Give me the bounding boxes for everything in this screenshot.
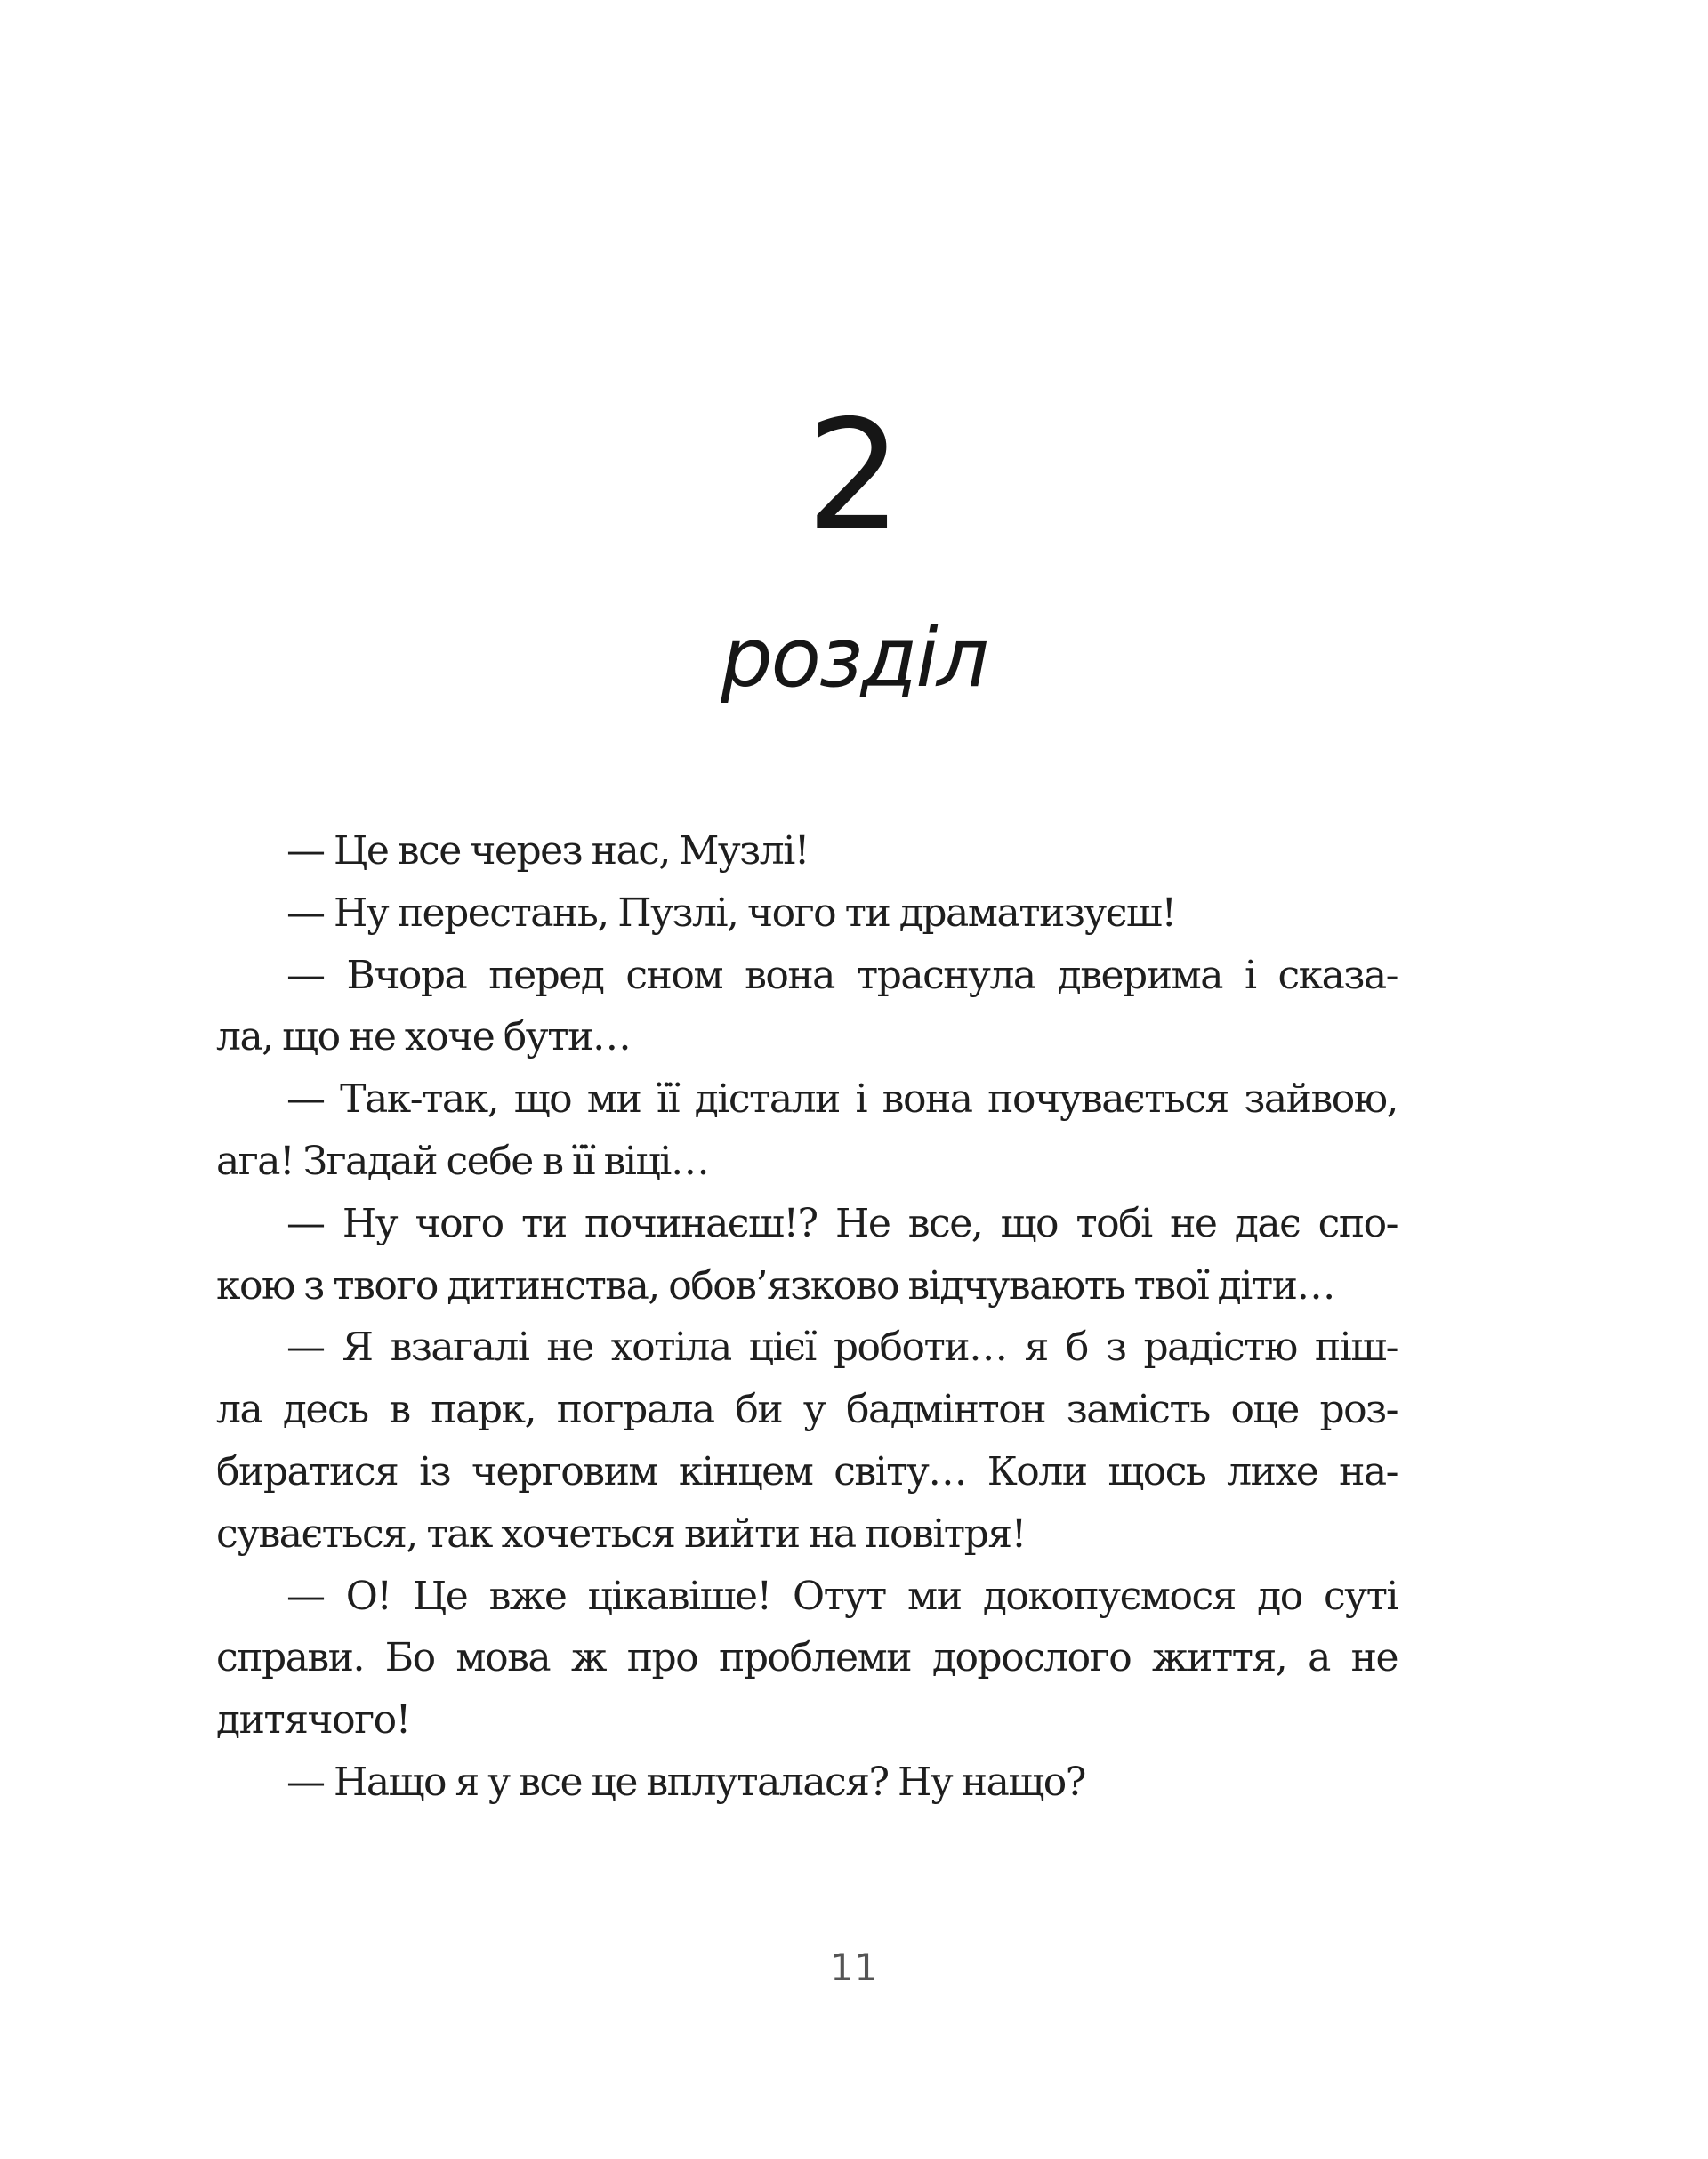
text-line: биратися із черговим кінцем світу… Коли щось лихе на- [216,1448,1398,1494]
text-line: — Нащо я у все це вплуталася? Ну нащо? [286,1759,1085,1805]
text-line: справи. Бо мова ж про проблеми дорослого життя, а не [216,1635,1398,1681]
chapter-heading-word: розділ [721,610,987,705]
text-line: ла, що не хоче бути… [216,1014,631,1060]
text-line: — Ну перестань, Пузлі, чого ти драматизуєш! [286,890,1176,936]
text-line: ага! Згадай себе в її віці… [216,1138,709,1184]
text-line: сувається, так хочеться вийти на повітря! [216,1510,1026,1557]
chapter-number: 2 [805,388,903,564]
page-number: 11 [829,1946,879,1989]
text-line: — О! Це вже цікавіше! Отут ми докопуємося до суті [286,1573,1398,1619]
text-line: дитячого! [216,1697,410,1744]
text-line: — Вчора перед сном вона траснула дверима і сказа- [286,952,1398,998]
text-line: — Ну чого ти починаєш!? Не все, що тобі не дає спо- [286,1200,1398,1246]
body-text [216,820,1398,1814]
text-line: кою з твого дитинства, обов’язково відчувають твої діти… [216,1262,1334,1309]
text-line: — Я взагалі не хотіла цієї роботи… я б з радістю піш- [286,1325,1398,1371]
text-line: ла десь в парк, пограла би у бадмінтон замість оце роз- [216,1387,1398,1433]
text-line: — Це все через нас, Музлі! [286,828,809,874]
text-line: — Так-так, що ми її дістали і вона почувається зайвою, [286,1076,1398,1123]
